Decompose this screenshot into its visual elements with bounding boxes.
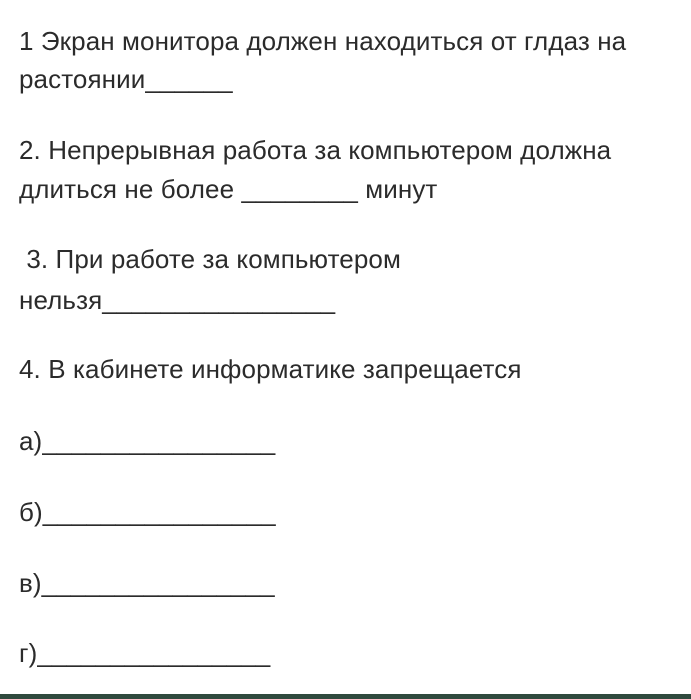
question-4-item-g: г)________________ (19, 638, 271, 668)
question-4-heading: 4. В кабинете информатике запрещается (19, 354, 522, 384)
question-2-line-1: 2. Непрерывная работа за компьютером должна (19, 135, 612, 165)
question-4-item-b: б)________________ (19, 497, 276, 527)
bottom-border-bar (0, 694, 691, 699)
question-1-line-1: 1 Экран монитора должен находиться от глдаз на (19, 26, 627, 56)
question-1-line-2: растоянии______ (19, 64, 233, 94)
question-3-line-2: нельзя________________ (19, 285, 336, 315)
question-3-line-1: 3. При работе за компьютером (19, 244, 401, 274)
question-2-line-2: длиться не более ________ минут (19, 174, 438, 204)
question-4-item-a: а)________________ (19, 426, 276, 456)
question-4-item-v: в)________________ (19, 568, 275, 598)
